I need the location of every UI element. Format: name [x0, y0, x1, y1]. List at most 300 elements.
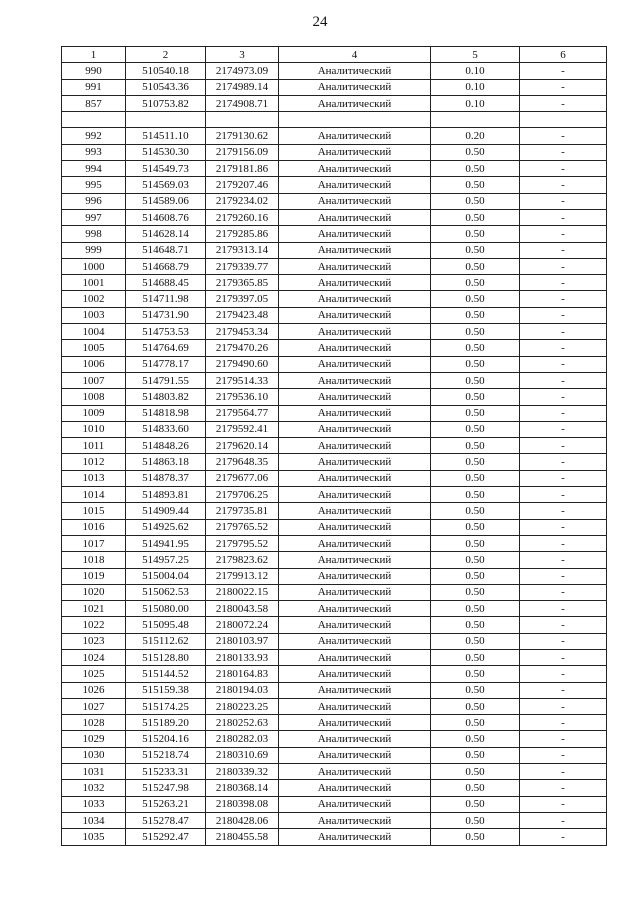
note-cell: -: [520, 95, 607, 111]
y-coordinate-cell: 2180223.25: [206, 698, 279, 714]
x-coordinate-cell: 515095.48: [126, 617, 206, 633]
x-coordinate-cell: 515278.47: [126, 812, 206, 828]
method-cell: Аналитический: [279, 503, 431, 519]
y-coordinate-cell: 2179677.06: [206, 470, 279, 486]
y-coordinate-cell: 2179735.81: [206, 503, 279, 519]
accuracy-cell: 0.10: [431, 95, 520, 111]
y-coordinate-cell: 2179365.85: [206, 275, 279, 291]
table-row: [62, 128, 607, 144]
y-coordinate-cell: 2179130.62: [206, 128, 279, 144]
note-cell: -: [520, 372, 607, 388]
method-cell: [279, 112, 431, 128]
note-cell: -: [520, 829, 607, 845]
point-number-cell: 994: [62, 161, 126, 177]
table-row: [62, 79, 607, 95]
method-cell: Аналитический: [279, 291, 431, 307]
note-cell: -: [520, 356, 607, 372]
header-col-4: 4: [279, 47, 431, 63]
point-number-cell: 1009: [62, 405, 126, 421]
accuracy-cell: 0.50: [431, 666, 520, 682]
table-row: [62, 372, 607, 388]
accuracy-cell: 0.50: [431, 242, 520, 258]
method-cell: Аналитический: [279, 829, 431, 845]
accuracy-cell: 0.50: [431, 601, 520, 617]
y-coordinate-cell: 2179453.34: [206, 324, 279, 340]
y-coordinate-cell: [206, 112, 279, 128]
x-coordinate-cell: 515128.80: [126, 649, 206, 665]
accuracy-cell: 0.50: [431, 584, 520, 600]
method-cell: Аналитический: [279, 226, 431, 242]
note-cell: -: [520, 226, 607, 242]
accuracy-cell: 0.50: [431, 405, 520, 421]
point-number-cell: [62, 112, 126, 128]
x-coordinate-cell: 515144.52: [126, 666, 206, 682]
method-cell: Аналитический: [279, 698, 431, 714]
point-number-cell: 992: [62, 128, 126, 144]
point-number-cell: 1023: [62, 633, 126, 649]
x-coordinate-cell: 514909.44: [126, 503, 206, 519]
table-row: [62, 698, 607, 714]
x-coordinate-cell: 515062.53: [126, 584, 206, 600]
accuracy-cell: 0.50: [431, 161, 520, 177]
y-coordinate-cell: 2179795.52: [206, 535, 279, 551]
method-cell: Аналитический: [279, 372, 431, 388]
header-row: [62, 47, 607, 63]
accuracy-cell: 0.50: [431, 633, 520, 649]
y-coordinate-cell: 2179648.35: [206, 454, 279, 470]
method-cell: Аналитический: [279, 731, 431, 747]
accuracy-cell: 0.50: [431, 764, 520, 780]
y-coordinate-cell: 2180072.24: [206, 617, 279, 633]
method-cell: Аналитический: [279, 764, 431, 780]
note-cell: -: [520, 568, 607, 584]
point-number-cell: 1033: [62, 796, 126, 812]
y-coordinate-cell: 2180103.97: [206, 633, 279, 649]
table-row: [62, 356, 607, 372]
method-cell: Аналитический: [279, 454, 431, 470]
note-cell: -: [520, 503, 607, 519]
y-coordinate-cell: 2180252.63: [206, 715, 279, 731]
point-number-cell: 1012: [62, 454, 126, 470]
y-coordinate-cell: 2179423.48: [206, 307, 279, 323]
note-cell: [520, 112, 607, 128]
y-coordinate-cell: 2179285.86: [206, 226, 279, 242]
method-cell: Аналитический: [279, 649, 431, 665]
method-cell: Аналитический: [279, 161, 431, 177]
note-cell: -: [520, 535, 607, 551]
y-coordinate-cell: 2179620.14: [206, 438, 279, 454]
note-cell: -: [520, 633, 607, 649]
page-number: 24: [312, 14, 328, 30]
table-row: [62, 584, 607, 600]
y-coordinate-cell: 2180368.14: [206, 780, 279, 796]
y-coordinate-cell: 2179181.86: [206, 161, 279, 177]
method-cell: Аналитический: [279, 307, 431, 323]
point-number-cell: 1004: [62, 324, 126, 340]
note-cell: -: [520, 666, 607, 682]
accuracy-cell: 0.50: [431, 552, 520, 568]
note-cell: -: [520, 698, 607, 714]
accuracy-cell: 0.50: [431, 258, 520, 274]
accuracy-cell: 0.50: [431, 389, 520, 405]
table-row: [62, 796, 607, 812]
y-coordinate-cell: 2180194.03: [206, 682, 279, 698]
note-cell: -: [520, 617, 607, 633]
accuracy-cell: 0.50: [431, 421, 520, 437]
point-number-cell: 999: [62, 242, 126, 258]
y-coordinate-cell: 2180282.03: [206, 731, 279, 747]
table-row: [62, 747, 607, 763]
note-cell: -: [520, 209, 607, 225]
point-number-cell: 1008: [62, 389, 126, 405]
x-coordinate-cell: 510543.36: [126, 79, 206, 95]
accuracy-cell: 0.50: [431, 193, 520, 209]
point-number-cell: 1017: [62, 535, 126, 551]
point-number-cell: 996: [62, 193, 126, 209]
note-cell: -: [520, 291, 607, 307]
x-coordinate-cell: 514893.81: [126, 487, 206, 503]
accuracy-cell: 0.50: [431, 503, 520, 519]
note-cell: -: [520, 487, 607, 503]
point-number-cell: 995: [62, 177, 126, 193]
accuracy-cell: 0.50: [431, 372, 520, 388]
y-coordinate-cell: 2179490.60: [206, 356, 279, 372]
note-cell: -: [520, 601, 607, 617]
y-coordinate-cell: 2180133.93: [206, 649, 279, 665]
table-row: [62, 731, 607, 747]
accuracy-cell: 0.50: [431, 275, 520, 291]
y-coordinate-cell: 2180455.58: [206, 829, 279, 845]
point-number-cell: 997: [62, 209, 126, 225]
x-coordinate-cell: 515233.31: [126, 764, 206, 780]
point-number-cell: 1003: [62, 307, 126, 323]
y-coordinate-cell: 2179706.25: [206, 487, 279, 503]
x-coordinate-cell: 514569.03: [126, 177, 206, 193]
table-row: [62, 209, 607, 225]
table-row: [62, 161, 607, 177]
accuracy-cell: 0.50: [431, 177, 520, 193]
accuracy-cell: 0.50: [431, 829, 520, 845]
point-number-cell: 1005: [62, 340, 126, 356]
note-cell: -: [520, 438, 607, 454]
y-coordinate-cell: 2179470.26: [206, 340, 279, 356]
accuracy-cell: 0.10: [431, 63, 520, 79]
method-cell: Аналитический: [279, 796, 431, 812]
table-row: [62, 389, 607, 405]
x-coordinate-cell: 514803.82: [126, 389, 206, 405]
x-coordinate-cell: [126, 112, 206, 128]
method-cell: Аналитический: [279, 780, 431, 796]
method-cell: Аналитический: [279, 470, 431, 486]
y-coordinate-cell: 2174973.09: [206, 63, 279, 79]
point-number-cell: 1001: [62, 275, 126, 291]
note-cell: -: [520, 421, 607, 437]
note-cell: -: [520, 584, 607, 600]
point-number-cell: 1027: [62, 698, 126, 714]
table-row: [62, 470, 607, 486]
method-cell: Аналитический: [279, 144, 431, 160]
x-coordinate-cell: 515159.38: [126, 682, 206, 698]
method-cell: Аналитический: [279, 747, 431, 763]
y-coordinate-cell: 2179397.05: [206, 291, 279, 307]
y-coordinate-cell: 2179564.77: [206, 405, 279, 421]
note-cell: -: [520, 324, 607, 340]
accuracy-cell: 0.50: [431, 568, 520, 584]
accuracy-cell: 0.50: [431, 470, 520, 486]
x-coordinate-cell: 514878.37: [126, 470, 206, 486]
x-coordinate-cell: 514791.55: [126, 372, 206, 388]
accuracy-cell: 0.50: [431, 144, 520, 160]
point-number-cell: 993: [62, 144, 126, 160]
x-coordinate-cell: 514957.25: [126, 552, 206, 568]
x-coordinate-cell: 514530.30: [126, 144, 206, 160]
note-cell: -: [520, 780, 607, 796]
method-cell: Аналитический: [279, 128, 431, 144]
method-cell: Аналитический: [279, 324, 431, 340]
table-row: [62, 568, 607, 584]
x-coordinate-cell: 515189.20: [126, 715, 206, 731]
accuracy-cell: 0.50: [431, 487, 520, 503]
accuracy-cell: [431, 112, 520, 128]
y-coordinate-cell: 2174908.71: [206, 95, 279, 111]
method-cell: Аналитический: [279, 438, 431, 454]
note-cell: -: [520, 177, 607, 193]
note-cell: -: [520, 519, 607, 535]
x-coordinate-cell: 514778.17: [126, 356, 206, 372]
x-coordinate-cell: 514818.98: [126, 405, 206, 421]
method-cell: Аналитический: [279, 519, 431, 535]
accuracy-cell: 0.50: [431, 291, 520, 307]
method-cell: Аналитический: [279, 812, 431, 828]
table-row: [62, 63, 607, 79]
point-number-cell: 1019: [62, 568, 126, 584]
point-number-cell: 857: [62, 95, 126, 111]
point-number-cell: 1022: [62, 617, 126, 633]
note-cell: -: [520, 307, 607, 323]
note-cell: -: [520, 715, 607, 731]
x-coordinate-cell: 514608.76: [126, 209, 206, 225]
header-col-5: 5: [431, 47, 520, 63]
point-number-cell: 990: [62, 63, 126, 79]
note-cell: -: [520, 258, 607, 274]
table-row: [62, 324, 607, 340]
table-row: [62, 144, 607, 160]
x-coordinate-cell: 514833.60: [126, 421, 206, 437]
method-cell: Аналитический: [279, 177, 431, 193]
point-number-cell: 1030: [62, 747, 126, 763]
note-cell: -: [520, 389, 607, 405]
note-cell: -: [520, 128, 607, 144]
x-coordinate-cell: 514589.06: [126, 193, 206, 209]
method-cell: Аналитический: [279, 682, 431, 698]
note-cell: -: [520, 796, 607, 812]
x-coordinate-cell: 514668.79: [126, 258, 206, 274]
x-coordinate-cell: 514711.98: [126, 291, 206, 307]
x-coordinate-cell: 514648.71: [126, 242, 206, 258]
coordinates-table: [61, 46, 607, 846]
note-cell: -: [520, 242, 607, 258]
header-col-2: 2: [126, 47, 206, 63]
y-coordinate-cell: 2180022.15: [206, 584, 279, 600]
x-coordinate-cell: 514863.18: [126, 454, 206, 470]
method-cell: Аналитический: [279, 487, 431, 503]
table-row: [62, 421, 607, 437]
point-number-cell: 1026: [62, 682, 126, 698]
x-coordinate-cell: 515263.21: [126, 796, 206, 812]
x-coordinate-cell: 510753.82: [126, 95, 206, 111]
method-cell: Аналитический: [279, 405, 431, 421]
point-number-cell: 1007: [62, 372, 126, 388]
note-cell: -: [520, 747, 607, 763]
table-row: [62, 601, 607, 617]
y-coordinate-cell: 2179536.10: [206, 389, 279, 405]
x-coordinate-cell: 514941.95: [126, 535, 206, 551]
note-cell: -: [520, 144, 607, 160]
point-number-cell: 1029: [62, 731, 126, 747]
point-number-cell: 991: [62, 79, 126, 95]
x-coordinate-cell: 514753.53: [126, 324, 206, 340]
point-number-cell: 1034: [62, 812, 126, 828]
y-coordinate-cell: 2180164.83: [206, 666, 279, 682]
method-cell: Аналитический: [279, 633, 431, 649]
note-cell: -: [520, 454, 607, 470]
x-coordinate-cell: 514688.45: [126, 275, 206, 291]
x-coordinate-cell: 515218.74: [126, 747, 206, 763]
table-row: [62, 177, 607, 193]
point-number-cell: 1010: [62, 421, 126, 437]
header-col-1: 1: [62, 47, 126, 63]
accuracy-cell: 0.50: [431, 519, 520, 535]
method-cell: Аналитический: [279, 209, 431, 225]
table-row: [62, 405, 607, 421]
method-cell: Аналитический: [279, 584, 431, 600]
method-cell: Аналитический: [279, 63, 431, 79]
point-number-cell: 1028: [62, 715, 126, 731]
point-number-cell: 1002: [62, 291, 126, 307]
method-cell: Аналитический: [279, 421, 431, 437]
x-coordinate-cell: 515247.98: [126, 780, 206, 796]
accuracy-cell: 0.50: [431, 340, 520, 356]
point-number-cell: 1000: [62, 258, 126, 274]
accuracy-cell: 0.50: [431, 454, 520, 470]
x-coordinate-cell: 514628.14: [126, 226, 206, 242]
table-header: [62, 47, 607, 63]
accuracy-cell: 0.50: [431, 731, 520, 747]
table-row: [62, 503, 607, 519]
point-number-cell: 1013: [62, 470, 126, 486]
table-row: [62, 764, 607, 780]
point-number-cell: 1021: [62, 601, 126, 617]
x-coordinate-cell: 514731.90: [126, 307, 206, 323]
table-row: [62, 682, 607, 698]
method-cell: Аналитический: [279, 601, 431, 617]
table-row: [62, 275, 607, 291]
x-coordinate-cell: 514549.73: [126, 161, 206, 177]
point-number-cell: 1006: [62, 356, 126, 372]
header-col-6: 6: [520, 47, 607, 63]
table-row: [62, 715, 607, 731]
accuracy-cell: 0.50: [431, 226, 520, 242]
note-cell: -: [520, 649, 607, 665]
point-number-cell: 1018: [62, 552, 126, 568]
note-cell: -: [520, 764, 607, 780]
y-coordinate-cell: 2180043.58: [206, 601, 279, 617]
x-coordinate-cell: 514848.26: [126, 438, 206, 454]
point-number-cell: 1035: [62, 829, 126, 845]
note-cell: -: [520, 193, 607, 209]
y-coordinate-cell: 2180398.08: [206, 796, 279, 812]
point-number-cell: 1011: [62, 438, 126, 454]
method-cell: Аналитический: [279, 617, 431, 633]
accuracy-cell: 0.50: [431, 307, 520, 323]
x-coordinate-cell: 515204.16: [126, 731, 206, 747]
note-cell: -: [520, 812, 607, 828]
header-col-3: 3: [206, 47, 279, 63]
note-cell: -: [520, 79, 607, 95]
table-row: [62, 487, 607, 503]
table-row: [62, 340, 607, 356]
accuracy-cell: 0.50: [431, 649, 520, 665]
method-cell: Аналитический: [279, 552, 431, 568]
method-cell: Аналитический: [279, 79, 431, 95]
point-number-cell: 998: [62, 226, 126, 242]
table-row: [62, 812, 607, 828]
x-coordinate-cell: 510540.18: [126, 63, 206, 79]
y-coordinate-cell: 2180339.32: [206, 764, 279, 780]
note-cell: -: [520, 275, 607, 291]
x-coordinate-cell: 515080.00: [126, 601, 206, 617]
y-coordinate-cell: 2180428.06: [206, 812, 279, 828]
method-cell: Аналитический: [279, 340, 431, 356]
x-coordinate-cell: 514764.69: [126, 340, 206, 356]
table-row: [62, 454, 607, 470]
accuracy-cell: 0.50: [431, 796, 520, 812]
table-row: [62, 95, 607, 111]
method-cell: Аналитический: [279, 389, 431, 405]
method-cell: Аналитический: [279, 535, 431, 551]
method-cell: Аналитический: [279, 95, 431, 111]
table-row: [62, 535, 607, 551]
table-row: [62, 519, 607, 535]
note-cell: -: [520, 470, 607, 486]
y-coordinate-cell: 2179313.14: [206, 242, 279, 258]
accuracy-cell: 0.50: [431, 812, 520, 828]
accuracy-cell: 0.50: [431, 209, 520, 225]
table-row: [62, 226, 607, 242]
accuracy-cell: 0.50: [431, 682, 520, 698]
accuracy-cell: 0.50: [431, 356, 520, 372]
y-coordinate-cell: 2179913.12: [206, 568, 279, 584]
y-coordinate-cell: 2180310.69: [206, 747, 279, 763]
point-number-cell: 1024: [62, 649, 126, 665]
point-number-cell: 1031: [62, 764, 126, 780]
method-cell: Аналитический: [279, 568, 431, 584]
note-cell: -: [520, 63, 607, 79]
x-coordinate-cell: 515292.47: [126, 829, 206, 845]
table-row: [62, 666, 607, 682]
note-cell: -: [520, 161, 607, 177]
x-coordinate-cell: 514925.62: [126, 519, 206, 535]
table-row: [62, 780, 607, 796]
point-number-cell: 1015: [62, 503, 126, 519]
accuracy-cell: 0.20: [431, 128, 520, 144]
x-coordinate-cell: 514511.10: [126, 128, 206, 144]
y-coordinate-cell: 2179823.62: [206, 552, 279, 568]
y-coordinate-cell: 2179592.41: [206, 421, 279, 437]
table-row: [62, 829, 607, 845]
accuracy-cell: 0.50: [431, 617, 520, 633]
note-cell: -: [520, 405, 607, 421]
